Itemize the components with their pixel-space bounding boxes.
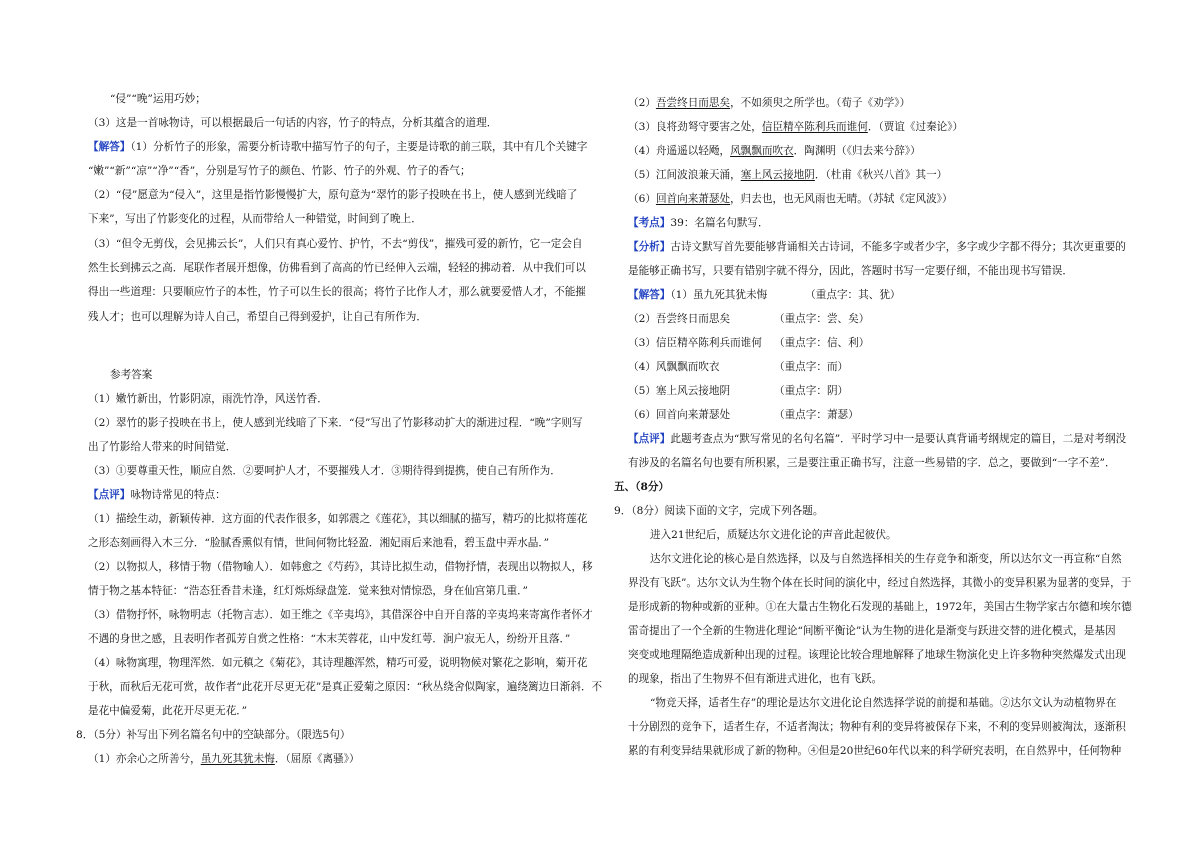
- text-line: （3）“但令无剪伐，会见拂云长”，人们只有真心爱竹、护竹，不去“剪伐”，摧残可爱的新竹，它一定会自: [88, 238, 583, 250]
- fill-blank-line: [628, 144, 921, 158]
- text-line: 是花中偏爱菊，此花开尽更无花．”: [88, 705, 248, 717]
- reference-answer-heading: 参考答案: [110, 369, 153, 381]
- answer-line: [628, 312, 869, 326]
- analysis-line: [628, 240, 1126, 254]
- answer-line: [628, 360, 848, 374]
- answer-line: [628, 408, 859, 422]
- passage-line: 进入21世纪后，质疑达尔文进化论的声音此起彼伏。: [650, 529, 897, 541]
- passage-line: 累的有利变异结果就形成了新的物种。④但是20世纪60年代以来的科学研究表明，在自然界中，任何物种: [628, 745, 1122, 757]
- point-line: [628, 216, 769, 230]
- key-chars-note: （重点字：阴）: [774, 385, 849, 397]
- text-fragment: ，不如须臾之所学也。（荀子《劝学》）: [730, 97, 911, 109]
- comment-line: [88, 488, 226, 502]
- passage-line: “物竞天择，适者生存”的理论是达尔文进化论自然选择学说的前提和基础。②达尔文认为动植物界在: [650, 697, 1117, 709]
- answer-line: [628, 384, 848, 398]
- fill-blank-line: [628, 168, 947, 182]
- text-line: 是能够正确书写，只要有错别字就不得分，因此，答题时书写一定要仔细，不能出现书写错误．: [628, 265, 1073, 277]
- section-five-heading: 五、（8分）: [614, 481, 670, 493]
- text-line: （1）分析竹子的形象，需要分析诗歌中描写竹子的句子，主要是诗歌的前三联，其中有几个关键字: [130, 141, 588, 153]
- text-fragment: （1）虽九死其犹未悔: [670, 289, 768, 301]
- text-line: （1）嫩竹新出，竹影阴凉，雨洗竹净，风送竹香．: [88, 393, 328, 405]
- text-line: 古诗文默写首先要能够背诵相关古诗词，不能多字或者少字，多字或少字都不得分；其次更重要的: [670, 241, 1126, 253]
- passage-line: 达尔文进化论的核心是自然选择，以及与自然选择相关的生存竞争和渐变，所以达尔文一再宣称“自然: [650, 553, 1122, 565]
- key-chars-note: （重点字：而）: [774, 361, 849, 373]
- text-line: “嫩”“新”“凉”“净”“香”，分别是写竹子的颜色、竹影、竹子的外观、竹子的香气；: [88, 165, 471, 177]
- key-chars-note: （重点字：萧瑟）: [774, 409, 859, 421]
- text-line: （3）借物抒怀，咏物明志（托物言志）．如王维之《辛夷坞》，其借深谷中自开自落的辛夷坞来寄寓作者怀才: [88, 609, 593, 621]
- text-fragment: （6）回首向来萧瑟处: [628, 409, 731, 421]
- point-tag: 【考点】: [628, 217, 671, 229]
- text-fragment: ．陶渊明（《归去来兮辞》）: [793, 145, 921, 157]
- text-fragment: （3）良将劲弩守要害之处，: [628, 121, 762, 133]
- passage-line: 的现象，指出了生物界不但有渐进式进化，也有飞跃。: [628, 673, 883, 685]
- text-line: 于秋，而秋后无花可赏，故作者“此花开尽更无花”是真正爱菊之原因：“秋丛绕舍似陶家，遍绕篱边日渐斜．不: [88, 681, 603, 693]
- text-fragment: （4）风飘飘而吹衣: [628, 361, 720, 373]
- text-line: （2）以物拟人，移情于物（借物喻人）．如韩愈之《芍药》，其诗比拟生动，借物抒情，表现出以物拟人，移: [88, 561, 593, 573]
- text-fragment: （4）舟遥遥以轻飏，: [628, 145, 731, 157]
- text-line: （1）描绘生动，新颖传神．这方面的代表作很多，如郭震之《莲花》，其以细腻的描写，精巧的比拟将莲花: [88, 513, 588, 525]
- text-fragment: （1）亦余心之所善兮，: [88, 753, 201, 765]
- text-line: 之形态刻画得入木三分．“脸腻香熏似有情，世间何物比轻盈．湘妃雨后来池看，碧玉盘中弄水晶．”: [88, 537, 550, 549]
- text-fragment: （5）江间波浪兼天涌，: [628, 169, 741, 181]
- text-line: 下来”，写出了竹影变化的过程，从而带给人一种错觉，时间到了晚上．: [88, 213, 422, 225]
- text-line: 此题考查点为“默写常见的名句名篇”．平时学习中一是要认真背诵考纲规定的篇目，二是对考纲没: [670, 433, 1127, 445]
- text-line: 39：名篇名句默写．: [670, 217, 769, 229]
- key-chars-note: （重点字：尝、矣）: [774, 313, 870, 325]
- text-line: （4）咏物寓理，物理浑然．如元稹之《菊花》，其诗理趣浑然，精巧可爱，说明物候对繁花之影响，菊开花: [88, 657, 588, 669]
- text-line: （3）①要尊重天性，顺应自然．②要呵护人才，不要摧残人才．③期待得到提携，使自己有所作为．: [88, 465, 561, 477]
- passage-line: 十分剧烈的竞争下，适者生存，不适者淘汰；物种有利的变异将被保存下来，不利的变异则被淘汰，逐渐积: [628, 721, 1126, 733]
- text-line: 然生长到拂云之高．尾联作者展开想像，仿佛看到了高高的竹已经伸入云端，轻轻的拂动着．从中我们可以: [88, 262, 586, 274]
- question-8-heading: 8．（5分）补写出下列名篇名句中的空缺部分。（限选5句）: [76, 729, 351, 741]
- text-fragment: ．（贾谊《过秦论》）: [867, 121, 964, 133]
- answer-blank: 虽九死其犹未悔: [200, 753, 275, 765]
- text-fragment: ，归去也，也无风雨也无晴。（苏轼《定风波》）: [730, 193, 953, 205]
- question-9-heading: 9．（8分）阅读下面的文字，完成下列各题。: [614, 505, 824, 517]
- comment-line: [628, 432, 1126, 446]
- text-fragment: （3）信臣精卒陈利兵而谁何: [628, 337, 762, 349]
- text-line: （2）翠竹的影子投映在书上，使人感到光线暗了下来．“侵”写出了竹影移动扩大的渐进过程．“晚”字则写: [88, 417, 583, 429]
- analysis-tag: 【分析】: [628, 241, 671, 253]
- text-fragment: （6）: [628, 193, 656, 205]
- fill-blank-line: [628, 96, 910, 110]
- passage-line: 界没有飞跃”。达尔文认为生物个体在长时间的演化中，经过自然选择，其微小的变异积累为显著的变异，于: [628, 577, 1132, 589]
- text-line: 残人才；也可以理解为诗人自己，希望自己得到爱护，让自己有所作为．: [88, 311, 427, 323]
- text-line: 不遇的身世之感，且表明作者孤芳自赏之性格：“木末芙蓉花，山中发红萼．涧户寂无人，纷纷开且落．”: [88, 633, 571, 645]
- text-line: 出了竹影给人带来的时间错觉．: [88, 441, 237, 453]
- answer-tag: 【解答】: [628, 289, 671, 301]
- text-line: （3）这是一首咏物诗，可以根据最后一句话的内容，竹子的特点，分析其蕴含的道理．: [88, 117, 498, 129]
- answer-tag: 【解答】: [88, 141, 131, 153]
- text-fragment: ．（屈原《离骚》）: [274, 753, 360, 765]
- passage-line: 雷奇提出了一个全新的生物进化理论“间断平衡论”认为生物的进化是渐变与跃进交替的进化模式，是基因: [628, 625, 1116, 637]
- answer-blank: 信臣精卒陈利兵而谁何: [761, 121, 868, 133]
- key-chars-note: （重点字：其、犹）: [805, 289, 901, 301]
- text-line: 咏物诗常见的特点：: [130, 489, 226, 501]
- comment-tag: 【点评】: [88, 489, 131, 501]
- text-fragment: （2）: [628, 97, 656, 109]
- key-chars-note: （重点字：信、利）: [774, 337, 870, 349]
- answer-blank: 回首向来萧瑟处: [655, 193, 731, 205]
- passage-line: 突变或地理隔绝造成新种出现的过程。该理论比较合理地解释了地球生物演化史上许多物种突然爆发式出现: [628, 649, 1126, 661]
- comment-tag: 【点评】: [628, 433, 671, 445]
- answer-blank: 风飘飘而吹衣: [730, 145, 794, 157]
- text-line: （2）“侵”愿意为“侵入”，这里是指竹影慢慢扩大，原句意为“翠竹的影子投映在书上，使人感到光线暗了: [88, 189, 578, 201]
- answer-line: [628, 336, 869, 350]
- answer-blank: 塞上风云接地阴: [740, 169, 815, 181]
- fill-blank-line: [88, 752, 360, 766]
- answer-blank: 吾尝终日而思矣: [655, 97, 731, 109]
- text-line: “侵”“晚”运用巧妙；: [110, 93, 206, 105]
- text-line: 得出一些道理：只要顺应竹子的本性，竹子可以生长的很高；将竹子比作人才，那么就要爱惜人才，不能摧: [88, 286, 586, 298]
- text-fragment: （2）吾尝终日而思矣: [628, 313, 731, 325]
- text-fragment: ．（杜甫《秋兴八首》其一）: [814, 169, 948, 181]
- passage-line: 是形成新的物种或新的亚种。①在大量古生物化石发现的基础上，1972年，美国古生物学家古尔德和埃尔德: [628, 601, 1132, 613]
- answer-line: [88, 140, 587, 154]
- fill-blank-line: [628, 120, 963, 134]
- fill-blank-line: [628, 192, 953, 206]
- answer-line: [628, 288, 901, 302]
- text-line: 有涉及的名篇名句也要有所积累，三是要注重正确书写，注意一些易错的字．总之，要做到“一字不差”．: [628, 457, 1116, 469]
- text-fragment: （5）塞上风云接地阴: [628, 385, 731, 397]
- text-line: 情于物之基本特征：“浩态狂香昔未逢，红灯烁烁绿盘笼．觉来独对情惊恐，身在仙宫第几重．”: [88, 585, 528, 597]
